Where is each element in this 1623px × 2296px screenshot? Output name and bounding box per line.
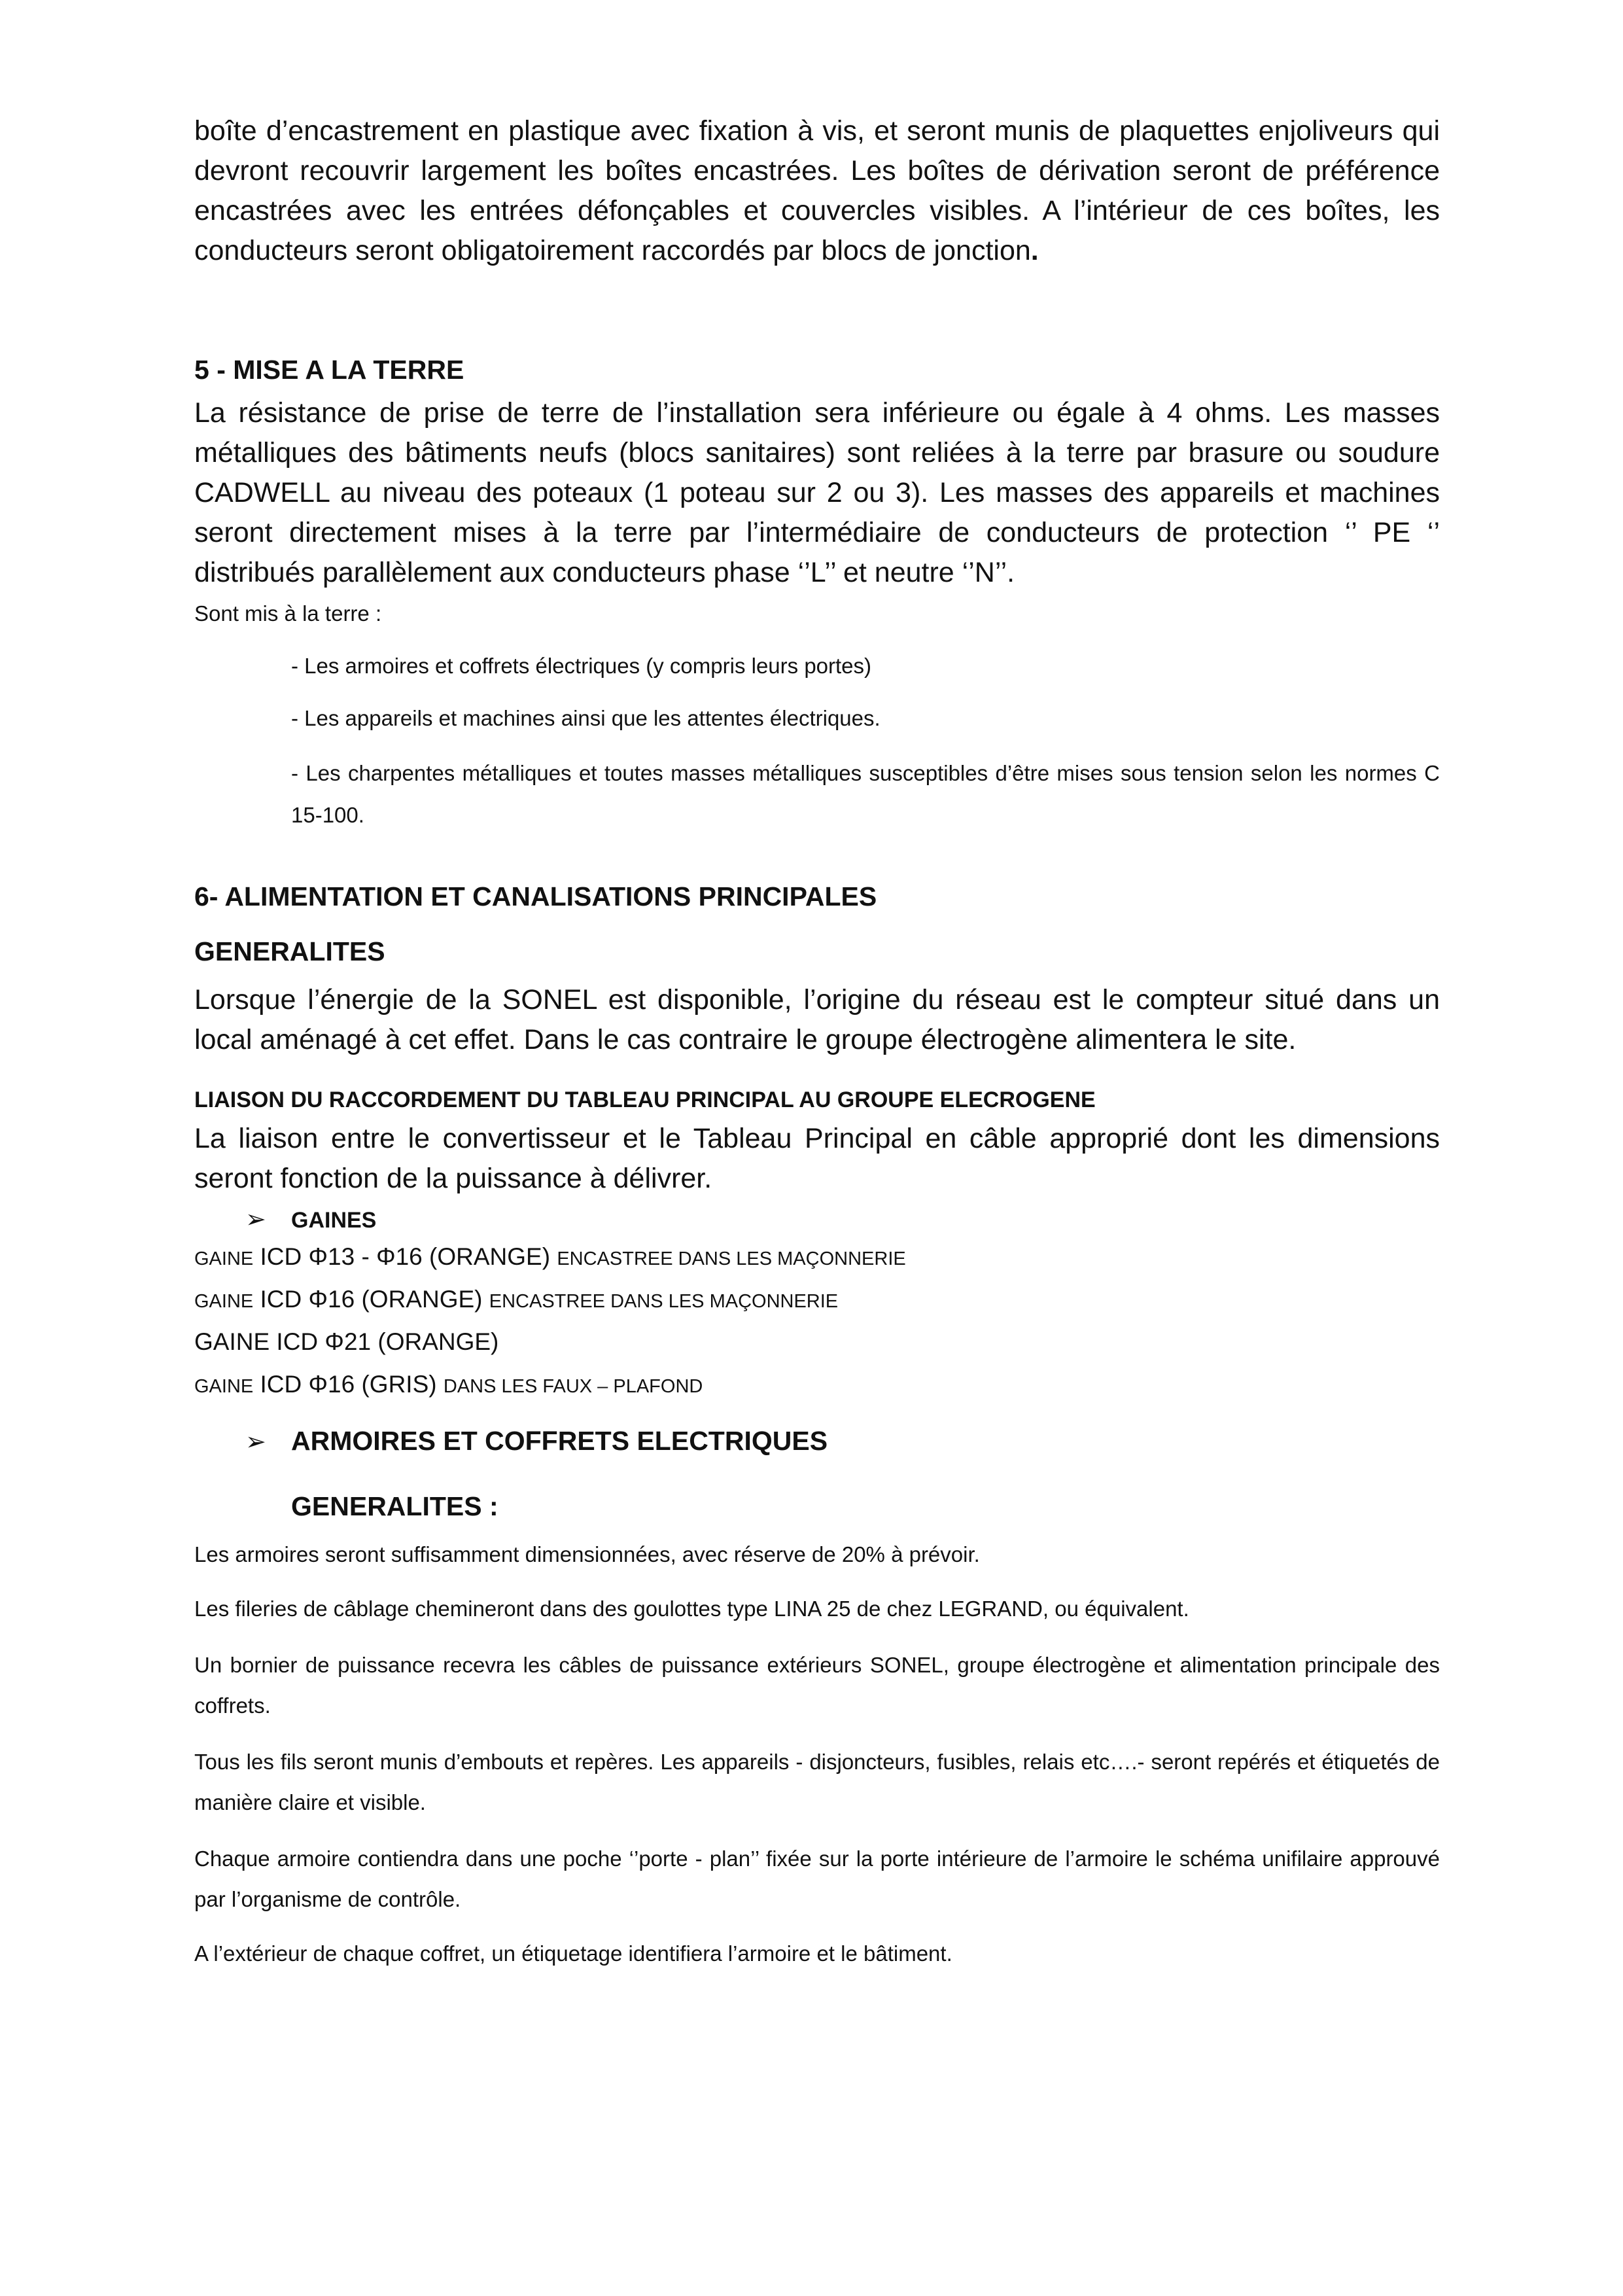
armoires-heading <box>245 1422 1440 1459</box>
liaison-title: LIAISON DU RACCORDEMENT DU TABLEAU PRINCIPAL AU GROUPE ELECROGENE <box>194 1087 1096 1112</box>
gaine-spec: ICD Φ16 (GRIS) <box>253 1371 444 1398</box>
intro-paragraph <box>194 111 1440 271</box>
gaines-heading <box>245 1204 1440 1237</box>
armoires-paragraph: Tous les fils seront munis d’embouts et repères. Les appareils - disjoncteurs, fusibles, relais etc….- seront repérés et étiquetés de manière claire et visible. <box>194 1750 1440 1814</box>
gaine-line <box>194 1237 1440 1279</box>
section5-list-intro: Sont mis à la terre : <box>194 601 382 626</box>
gaine-spec: GAINE ICD Φ21 (ORANGE) <box>194 1328 499 1355</box>
section6-title: 6- ALIMENTATION ET CANALISATIONS PRINCIPALES <box>194 881 877 911</box>
section5-paragraph: La résistance de prise de terre de l’installation sera inférieure ou égale à 4 ohms. Les masses métalliques des bâtiments neufs (blocs sanitaires) sont reliées à la terre par brasure ou soudure CADWELL au niveau des poteaux (1 poteau sur 2 ou 3). Les masses des appareils et machines seront directement mises à la terre par l’intermédiaire de conducteurs de protection ‘’ PE ‘’ distribués parallèlement aux conducteurs phase ‘’L’’ et neutre ‘’N’’. <box>194 397 1440 588</box>
gaine-location: ENCASTREE DANS LES MAÇONNERIE <box>489 1291 839 1312</box>
section6-subtitle: GENERALITES <box>194 936 385 966</box>
gaine-prefix: GAINE <box>194 1376 254 1397</box>
gaine-prefix: GAINE <box>194 1291 254 1312</box>
arrow-bullet-icon: ➢ <box>245 1428 266 1456</box>
gaine-line <box>194 1279 1440 1322</box>
gaine-location: DANS LES FAUX – PLAFOND <box>443 1376 703 1397</box>
section5-title: 5 - MISE A LA TERRE <box>194 355 464 385</box>
page-content <box>194 111 1440 1972</box>
intro-text: boîte d’encastrement en plastique avec fixation à vis, et seront munis de plaquettes enjoliveurs qui devront recouvrir largement les boîtes encastrées. Les boîtes de dérivation seront de préférence encastrées avec les entrées défonçables et couvercles visibles. A l’intérieur de ces boîtes, les conducteurs seront obligatoirement raccordés par blocs de jonction <box>194 115 1440 266</box>
section6-paragraph: Lorsque l’énergie de la SONEL est disponible, l’origine du réseau est le compteur situé dans un local aménagé à cet effet. Dans le cas contraire le groupe électrogène alimentera le site. <box>194 984 1440 1055</box>
section5-list-item: - Les charpentes métalliques et toutes masses métalliques susceptibles d’être mises sous tension selon les normes C 15-100. <box>291 761 1440 827</box>
section5-list <box>291 648 1440 836</box>
liaison-text: La liaison entre le convertisseur et le Tableau Principal en câble approprié dont les dimensions seront fonction de la puissance à délivrer. <box>194 1123 1440 1194</box>
gaine-spec: ICD Φ13 - Φ16 (ORANGE) <box>253 1243 557 1270</box>
arrow-bullet-icon: ➢ <box>245 1206 266 1233</box>
armoires-paragraph: A l’extérieur de chaque coffret, un étiquetage identifiera l’armoire et le bâtiment. <box>194 1941 952 1966</box>
section5-list-item: - Les appareils et machines ainsi que les attentes électriques. <box>291 706 881 730</box>
section5-list-item: - Les armoires et coffrets électriques (y compris leurs portes) <box>291 654 872 678</box>
gaine-location: ENCASTREE DANS LES MAÇONNERIE <box>557 1248 906 1269</box>
gaine-line <box>194 1322 1440 1364</box>
armoires-paragraph: Les fileries de câblage chemineront dans des goulottes type LINA 25 de chez LEGRAND, ou équivalent. <box>194 1597 1189 1621</box>
gaines-list <box>194 1237 1440 1407</box>
gaine-spec: ICD Φ16 (ORANGE) <box>253 1286 489 1313</box>
armoires-paragraph: Un bornier de puissance recevra les câbles de puissance extérieurs SONEL, groupe électrogène et alimentation principale des coffrets. <box>194 1653 1440 1718</box>
armoires-title: ARMOIRES ET COFFRETS ELECTRIQUES <box>291 1426 828 1456</box>
gaines-title: GAINES <box>291 1208 377 1233</box>
gaine-prefix: GAINE <box>194 1248 254 1269</box>
gaine-line <box>194 1364 1440 1407</box>
armoires-paragraph: Chaque armoire contiendra dans une poche ‘’porte - plan’’ fixée sur la porte intérieure de l’armoire le schéma unifilaire approuvé par l’organisme de contrôle. <box>194 1846 1440 1911</box>
intro-end: . <box>1030 235 1039 266</box>
generalites-title: GENERALITES : <box>291 1491 498 1521</box>
armoires-paragraph: Les armoires seront suffisamment dimensionnées, avec réserve de 20% à prévoir. <box>194 1542 980 1566</box>
